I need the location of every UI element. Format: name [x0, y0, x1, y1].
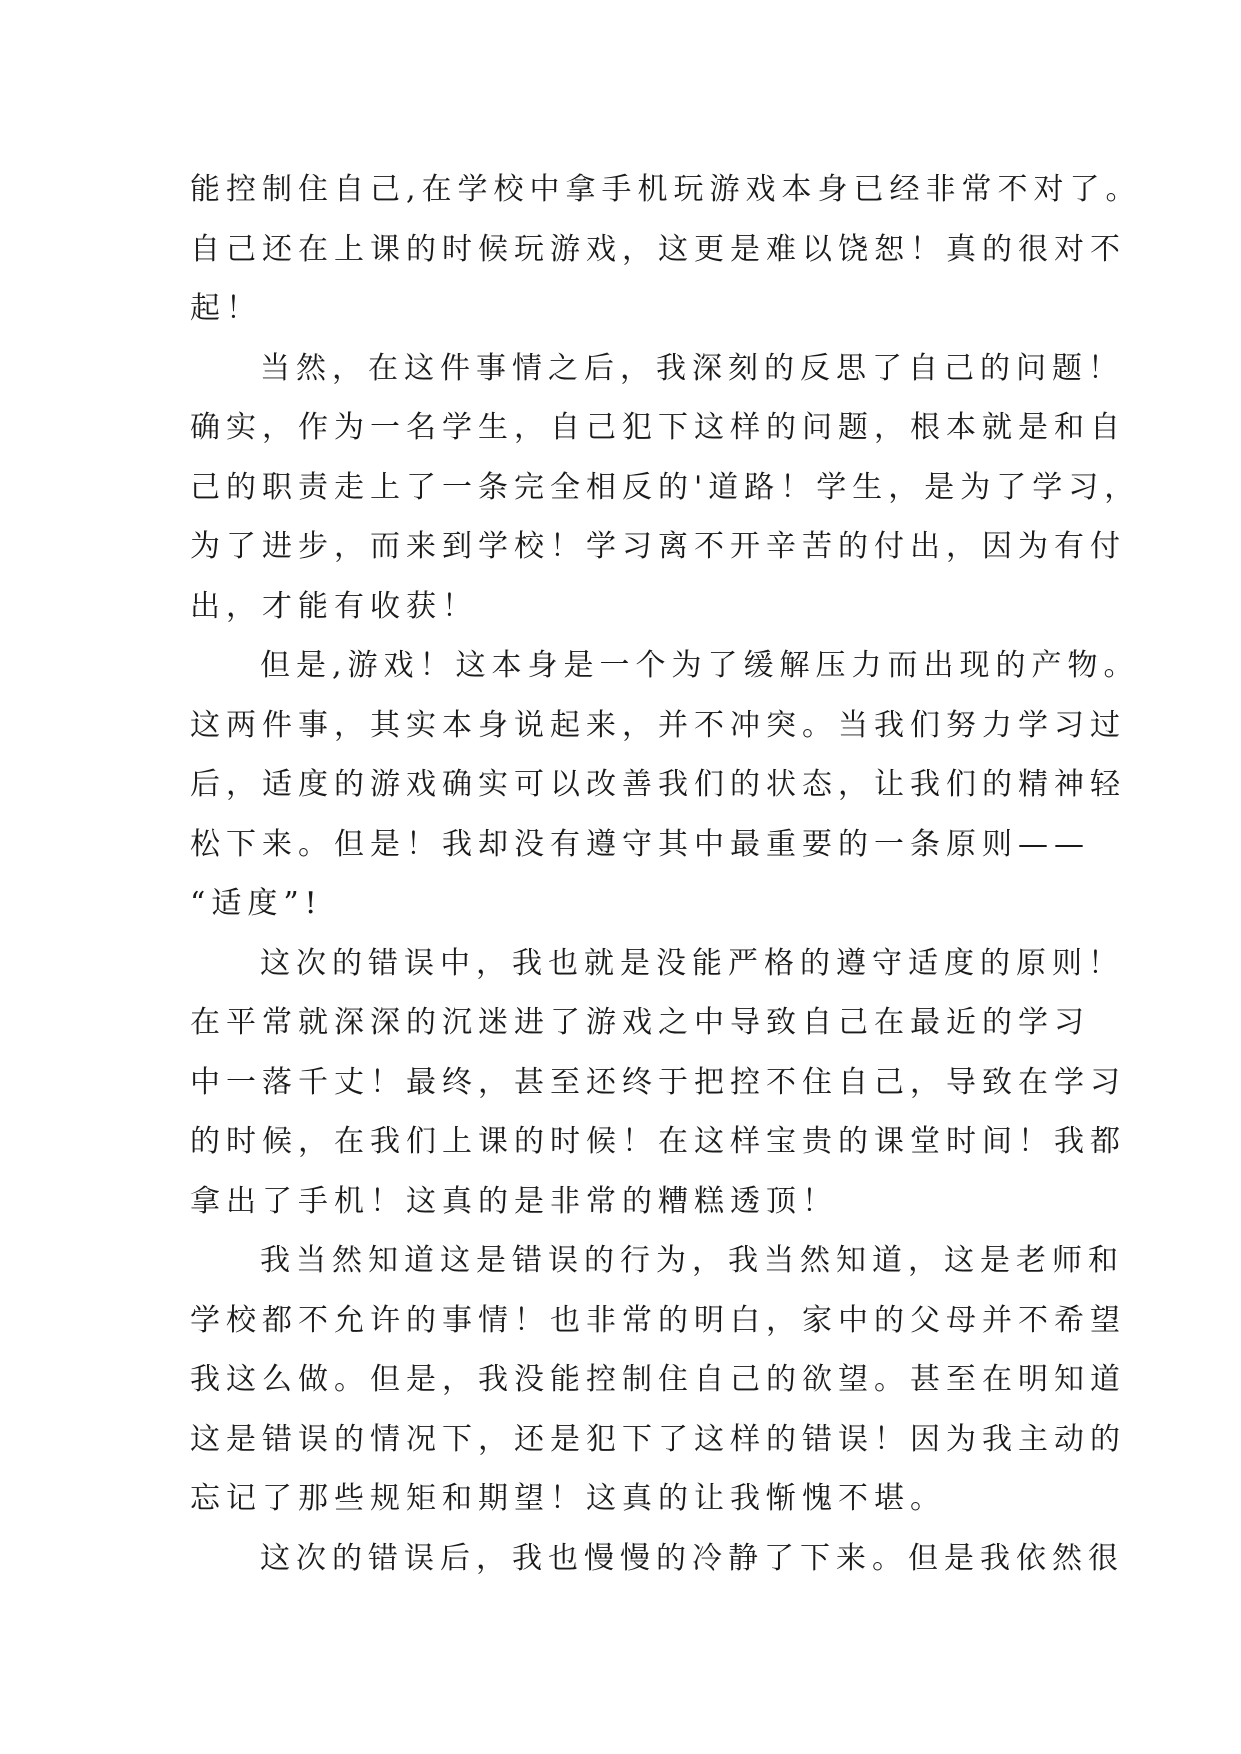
- paragraph-first-line: 当然，在这件事情之后，我深刻的反思了自己的问题！: [260, 350, 1124, 386]
- paragraph-first-line: 这次的错误中，我也就是没能严格的遵守适度的原则！: [260, 945, 1124, 981]
- text-line: 能控制住自己,在学校中拿手机玩游戏本身已经非常不对了。: [190, 172, 1142, 207]
- paragraph-first-line: 我当然知道这是错误的行为，我当然知道，这是老师和: [260, 1243, 1124, 1278]
- text-line: 学校都不允许的事情！也非常的明白，家中的父母并不希望: [190, 1302, 1126, 1338]
- text-line: 忘记了那些规矩和期望！这真的让我惭愧不堪。: [190, 1481, 946, 1516]
- document-body: [190, 160, 1142, 1588]
- text-line: 的时候，在我们上课的时候！在这样宝贵的课堂时间！我都: [190, 1124, 1126, 1159]
- text-line: 拿出了手机！这真的是非常的糟糕透顶！: [190, 1183, 838, 1219]
- text-line: “适度”!: [190, 886, 323, 921]
- text-line: 自己还在上课的时候玩游戏，这更是难以饶恕！真的很对不: [190, 231, 1126, 267]
- text-line: 起！: [190, 291, 262, 326]
- text-line: 出，才能有收获！: [190, 588, 478, 624]
- paragraph-first-line: 但是,游戏！这本身是一个为了缓解压力而出现的产物。: [260, 648, 1140, 683]
- text-line: 为了进步，而来到学校！学习离不开辛苦的付出，因为有付: [190, 529, 1126, 564]
- text-line: 己的职责走上了一条完全相反的'道路！学生，是为了学习，: [190, 469, 1141, 505]
- text-line: 中一落千丈！最终，甚至还终于把控不住自己，导致在学习: [190, 1064, 1126, 1100]
- text-line: 确实，作为一名学生，自己犯下这样的问题，根本就是和自: [190, 410, 1126, 445]
- paragraph-first-line: 这次的错误后，我也慢慢的冷静了下来。但是我依然很: [260, 1540, 1124, 1576]
- text-line: 后，适度的游戏确实可以改善我们的状态，让我们的精神轻: [190, 767, 1126, 802]
- text-line: 松下来。但是！我却没有遵守其中最重要的一条原则——: [190, 826, 1090, 862]
- text-line: 在平常就深深的沉迷进了游戏之中导致自己在最近的学习: [190, 1005, 1090, 1040]
- text-line: 这是错误的情况下，还是犯下了这样的错误！因为我主动的: [190, 1421, 1126, 1457]
- text-line: 我这么做。但是，我没能控制住自己的欲望。甚至在明知道: [190, 1362, 1126, 1397]
- text-line: 这两件事，其实本身说起来，并不冲突。当我们努力学习过: [190, 707, 1126, 743]
